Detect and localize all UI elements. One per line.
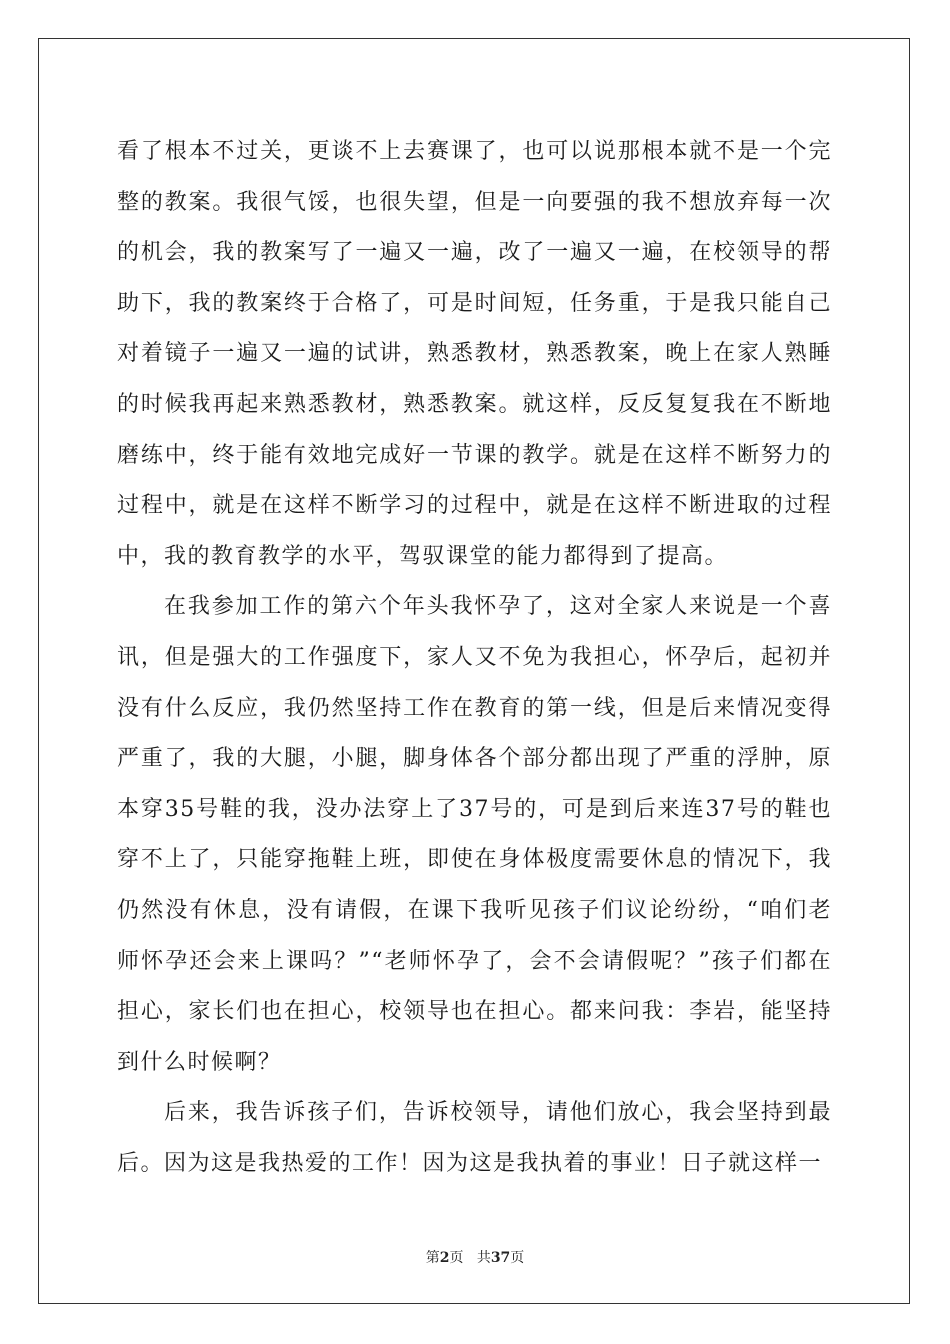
current-page-number: 2 bbox=[439, 1250, 450, 1266]
total-page-count: 37 bbox=[490, 1250, 511, 1266]
paragraph-1: 看了根本不过关，更谈不上去赛课了，也可以说那根本就不是一个完整的教案。我很气馁，也很失望，但是一向要强的我不想放弃每一次的机会，我的教案写了一遍又一遍，改了一遍又一遍，在校领导的帮助下，我的教案终于合格了，可是时间短，任务重，于是我只能自己对着镜子一遍又一遍的试讲，熟悉教材，熟悉教案，晚上在家人熟睡的时候我再起来熟悉教材，熟悉教案。就这样，反反复复我在不断地磨练中，终于能有效地完成好一节课的教学。就是在这样不断努力的过程中，就是在这样不断学习的过程中，就是在这样不断进取的过程中，我的教育教学的水平，驾驭课堂的能力都得到了提高。 bbox=[117, 139, 832, 569]
page-suffix: 页 bbox=[449, 1250, 464, 1266]
paragraph-2: 在我参加工作的第六个年头我怀孕了，这对全家人来说是一个喜讯，但是强大的工作强度下，家人又不免为我担心，怀孕后，起初并没有什么反应，我仍然坚持工作在教育的第一线，但是后来情况变得严重了，我的大腿，小腿，脚身体各个部分都出现了严重的浮肿，原本穿35号鞋的我，没办法穿上了37号的，可是到后来连37号的鞋也穿不上了，只能穿拖鞋上班，即使在身体极度需要休息的情况下，我仍然没有休息，没有请假，在课下我听见孩子们议论纷纷，“咱们老师怀孕还会来上课吗？”“老师怀孕了，会不会请假呢？”孩子们都在担心，家长们也在担心，校领导也在担心。都来问我：李岩，能坚持到什么时候啊？ bbox=[117, 594, 832, 1075]
total-suffix: 页 bbox=[510, 1250, 525, 1266]
page-footer bbox=[0, 1247, 950, 1267]
page-prefix: 第 bbox=[425, 1250, 440, 1266]
document-body bbox=[117, 127, 832, 1189]
total-prefix: 共 bbox=[476, 1250, 491, 1266]
paragraph-3: 后来，我告诉孩子们，告诉校领导，请他们放心，我会坚持到最后。因为这是我热爱的工作！因为这是我执着的事业！日子就这样一 bbox=[117, 1100, 832, 1176]
